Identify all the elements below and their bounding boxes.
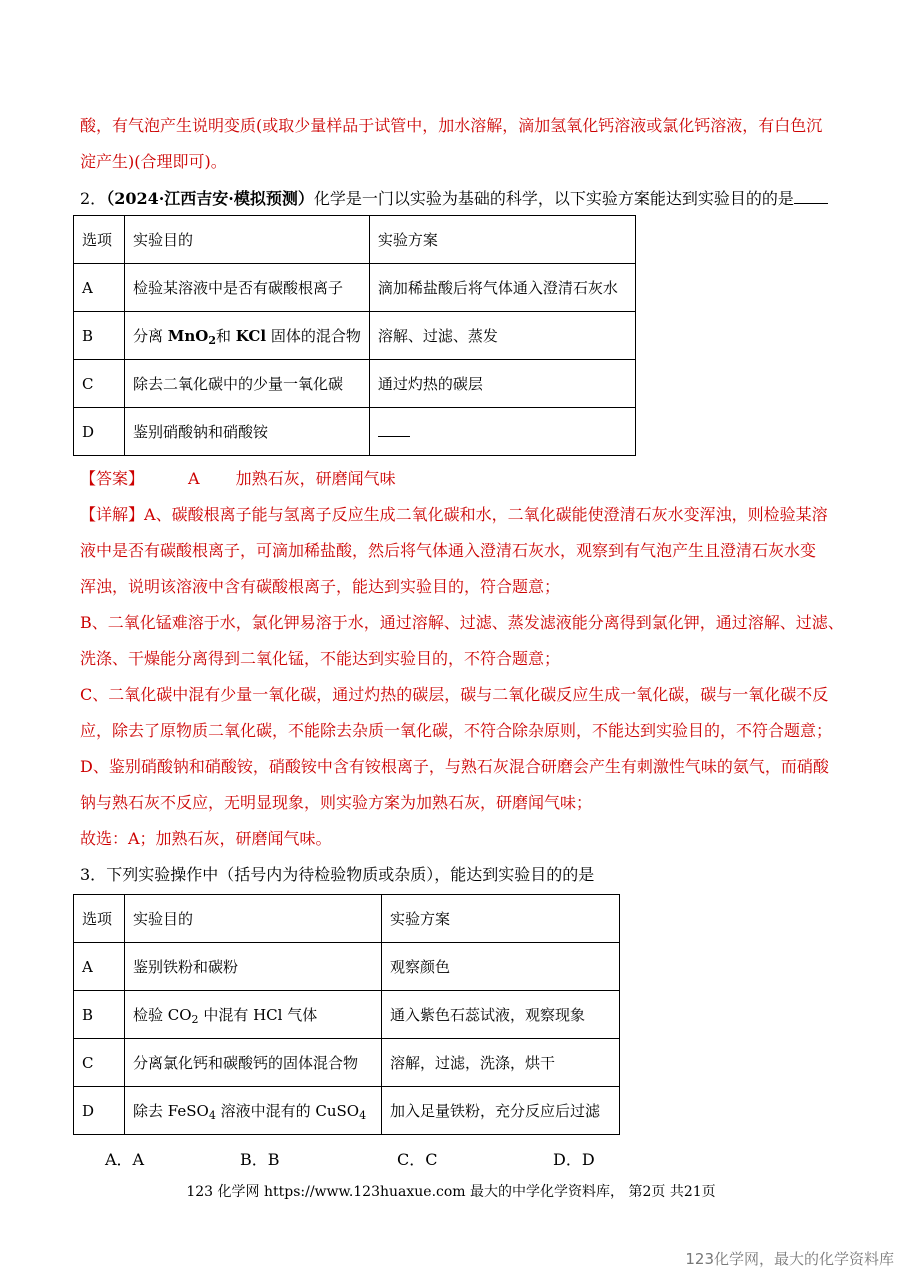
detail-line-10: 故选：A；加熟石灰，研磨闻气味。 bbox=[80, 829, 332, 848]
q3-number: 3． bbox=[80, 865, 107, 884]
q3-option-a: A．A bbox=[105, 1150, 145, 1169]
q2-stem bbox=[80, 189, 828, 209]
header-plan: 实验方案 bbox=[382, 895, 620, 943]
row-plan: 滴加稀盐酸后将气体通入澄清石灰水 bbox=[369, 264, 635, 312]
row-option: A bbox=[74, 264, 125, 312]
row-option: A bbox=[74, 943, 125, 991]
q2-answer-blank bbox=[794, 189, 828, 204]
q3-table bbox=[73, 894, 620, 1135]
row-goal: 分离氯化钙和碳酸钙的固体混合物 bbox=[125, 1039, 382, 1087]
detail-line-9: 钠与熟石灰不反应，无明显现象，则实验方案为加熟石灰，研磨闻气味； bbox=[80, 793, 593, 812]
answer-choice: A bbox=[188, 469, 200, 488]
header-option: 选项 bbox=[74, 895, 125, 943]
row-option: D bbox=[74, 408, 125, 456]
q3-option-b: B．B bbox=[240, 1150, 280, 1169]
q3-table-header bbox=[74, 895, 620, 943]
row-option: B bbox=[74, 312, 125, 360]
q2-source: （2024·江西吉安·模拟预测） bbox=[106, 189, 314, 208]
q2-answer bbox=[80, 469, 396, 489]
answer-text: 加熟石灰，研磨闻气味 bbox=[235, 469, 396, 488]
row-goal: 鉴别硝酸钠和硝酸铵 bbox=[125, 408, 370, 456]
row-goal: 检验 $CO_2$ 中混有 HCl 气体 bbox=[125, 991, 382, 1039]
table-row bbox=[74, 312, 636, 360]
q3-stem-text: 下列实验操作中（括号内为待检验物质或杂质），能达到实验目的的是 bbox=[106, 865, 595, 884]
q2-table-header bbox=[74, 216, 636, 264]
detail-line-7: 应，除去了原物质二氧化碳，不能除去杂质一氧化碳，不符合除杂原则，不能达到实验目的，不符合题意； bbox=[80, 721, 833, 740]
site-watermark: 123化学网，最大的化学资料库 bbox=[685, 1250, 894, 1268]
header-goal: 实验目的 bbox=[125, 895, 382, 943]
row-goal: 鉴别铁粉和碳粉 bbox=[125, 943, 382, 991]
row-plan: 通入紫色石蕊试液，观察现象 bbox=[382, 991, 620, 1039]
detail-line-2: 液中是否有碳酸根离子，可滴加稀盐酸，然后将气体通入澄清石灰水，观察到有气泡产生且澄清石灰水变 bbox=[80, 541, 817, 560]
detail-line-3: 浑浊，说明该溶液中含有碳酸根离子，能达到实验目的，符合题意； bbox=[80, 577, 561, 596]
row-goal: 分离 MnO$_2$和 KCl 固体的混合物 bbox=[125, 312, 370, 360]
intro-line-2: 淀产生)(合理即可)。 bbox=[80, 152, 227, 171]
row-plan bbox=[369, 408, 635, 456]
q3-option-d: D．D bbox=[553, 1150, 595, 1169]
plan-blank bbox=[378, 422, 410, 437]
header-goal: 实验目的 bbox=[125, 216, 370, 264]
table-row bbox=[74, 1039, 620, 1087]
table-row bbox=[74, 991, 620, 1039]
row-goal: 检验某溶液中是否有碳酸根离子 bbox=[125, 264, 370, 312]
row-plan: 加入足量铁粉，充分反应后过滤 bbox=[382, 1087, 620, 1135]
q3-option-c: C．C bbox=[397, 1150, 438, 1169]
q2-table bbox=[73, 215, 636, 456]
q2-number: 2． bbox=[80, 189, 107, 208]
detail-line-6: C、二氧化碳中混有少量一氧化碳，通过灼热的碳层，碳与二氧化碳反应生成一氧化碳，碳与一氧化碳不反 bbox=[80, 685, 829, 704]
table-row bbox=[74, 943, 620, 991]
row-plan: 观察颜色 bbox=[382, 943, 620, 991]
row-option: C bbox=[74, 1039, 125, 1087]
row-plan: 溶解、过滤、蒸发 bbox=[369, 312, 635, 360]
row-goal: 除去 FeSO$_4$ 溶液中混有的 CuSO$_4$ bbox=[125, 1087, 382, 1135]
detail-line-4: B、二氧化锰难溶于水，氯化钾易溶于水，通过溶解、过滤、蒸发滤液能分离得到氯化钾，通过溶解、过滤、 bbox=[80, 613, 844, 632]
answer-label: 【答案】 bbox=[80, 469, 145, 488]
row-goal: 除去二氧化碳中的少量一氧化碳 bbox=[125, 360, 370, 408]
row-option: C bbox=[74, 360, 125, 408]
table-row bbox=[74, 1087, 620, 1135]
row-plan: 溶解，过滤，洗涤，烘干 bbox=[382, 1039, 620, 1087]
q3-stem bbox=[80, 865, 594, 885]
row-plan: 通过灼热的碳层 bbox=[369, 360, 635, 408]
row-option: D bbox=[74, 1087, 125, 1135]
detail-line-1: 【详解】A、碳酸根离子能与氢离子反应生成二氧化碳和水，二氧化碳能使澄清石灰水变浑浊，则检验某溶 bbox=[80, 505, 828, 524]
table-row bbox=[74, 408, 636, 456]
header-option: 选项 bbox=[74, 216, 125, 264]
table-row bbox=[74, 264, 636, 312]
page-footer: 123 化学网 https://www.123huaxue.com 最大的中学化学资料库， 第2页 共21页 bbox=[186, 1184, 716, 1200]
intro-line-1: 酸，有气泡产生说明变质(或取少量样品于试管中，加水溶解，滴加氢氧化钙溶液或氯化钙溶液，有白色沉 bbox=[80, 116, 823, 135]
table-row bbox=[74, 360, 636, 408]
detail-label: 【详解】 bbox=[80, 505, 145, 524]
detail-line-5: 洗涤、干燥能分离得到二氧化锰，不能达到实验目的，不符合题意； bbox=[80, 649, 561, 668]
header-plan: 实验方案 bbox=[369, 216, 635, 264]
row-option: B bbox=[74, 991, 125, 1039]
q2-stem-text: 化学是一门以实验为基础的科学，以下实验方案能达到实验目的的是 bbox=[313, 189, 794, 208]
detail-line-8: D、鉴别硝酸钠和硝酸铵，硝酸铵中含有铵根离子，与熟石灰混合研磨会产生有刺激性气味的氨气，而硝酸 bbox=[80, 757, 829, 776]
